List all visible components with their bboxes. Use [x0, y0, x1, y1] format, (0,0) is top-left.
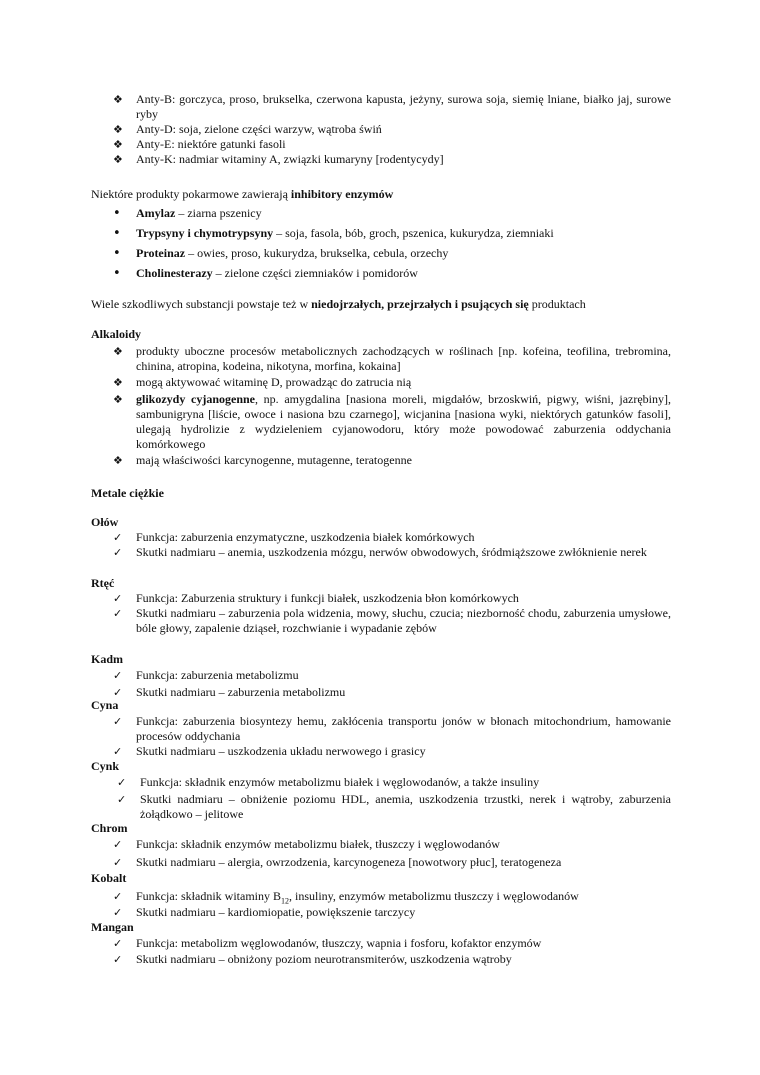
list-item: ✓ Funkcja: składnik enzymów metabolizmu białek, tłuszczy i węglowodanów: [113, 837, 500, 851]
checkmark-icon: ✓: [117, 793, 127, 806]
list-item: ✓ Funkcja: zaburzenia metabolizmu: [113, 668, 299, 682]
list-item: ❖ mają właściwości karcynogenne, mutagenne, teratogenne: [113, 453, 412, 467]
list-item: ✓ Funkcja: zaburzenia enzymatyczne, uszkodzenia białek komórkowych: [113, 530, 475, 544]
diamond-bullet-icon: ❖: [113, 138, 123, 151]
list-item: ❖ produkty uboczne procesów metabolicznych zachodzących w roślinach [np. kofeina, teofilina, trebromina, chinina, atropina, kodeina, nikotyna, morfina, kokaina]: [113, 344, 671, 373]
list-item: ✓ Funkcja: Zaburzenia struktury i funkcji białek, uszkodzenia błon komórkowych: [113, 591, 519, 605]
metal-details: [91, 591, 671, 636]
metal-details: [91, 775, 671, 822]
diamond-bullet-icon: ❖: [113, 376, 123, 389]
checkmark-icon: ✓: [113, 953, 123, 966]
checkmark-icon: ✓: [113, 592, 123, 605]
anti-vitamins-list: [91, 92, 671, 167]
metal-details: [91, 837, 671, 870]
checkmark-icon: ✓: [113, 686, 123, 699]
metal-details: [91, 714, 671, 759]
metal-name: Kobalt: [91, 871, 127, 885]
list-item: ✓ Skutki nadmiaru – alergia, owrzodzenia, karcynogeneza [nowotwory płuc], teratogeneza: [113, 855, 562, 869]
checkmark-icon: ✓: [113, 546, 123, 559]
list-item: ✓ Skutki nadmiaru – zaburzenia pola widzenia, mowy, słuchu, czucia; niezborność chodu, zaburzenia umysłowe, bóle głowy, zapalenie dziąseł, rozchwianie i wypadanie zębów: [113, 606, 671, 635]
checkmark-icon: ✓: [113, 607, 123, 620]
list-item: ✓ Skutki nadmiaru – obniżenie poziomu HDL, anemia, uszkodzenia trzustki, nerek i wątroby, zaburzenia żołądkowo – jelitowe: [117, 792, 671, 821]
diamond-bullet-icon: ❖: [113, 93, 123, 106]
metal-details: [91, 530, 671, 560]
diamond-bullet-icon: ❖: [113, 393, 123, 406]
metal-name: Kadm: [91, 652, 124, 666]
heavy-metals-heading: Metale ciężkie: [91, 486, 164, 500]
metal-name: Rtęć: [91, 576, 115, 590]
diamond-bullet-icon: ❖: [113, 345, 123, 358]
dot-bullet-icon: •: [113, 226, 121, 241]
list-item: ✓ Skutki nadmiaru – zaburzenia metabolizmu: [113, 685, 346, 699]
metal-name: Cyna: [91, 698, 119, 712]
list-item: ❖ Anty-E: niektóre gatunki fasoli: [113, 137, 286, 151]
metal-name: Cynk: [91, 759, 120, 773]
list-item: ❖ glikozydy cyjanogenne, np. amygdalina [nasiona moreli, migdałów, brzoskwiń, pigwy, wiśni, jazrębiny], sambunigryna [liście, owoce i nasiona bzu czarnego], wicjanina [nasiona wyki, niektórych gatunków fasoli], ulegają hydrolizie z wydzieleniem cyjanowodoru, który może powodować zaburzenia oddychania komórkowego: [113, 392, 672, 451]
list-item: ✓ Funkcja: zaburzenia biosyntezy hemu, zakłócenia transportu jonów w błonach mitochondrium, hamowanie procesów oddychania: [113, 714, 671, 743]
checkmark-icon: ✓: [113, 937, 123, 950]
diamond-bullet-icon: ❖: [113, 454, 123, 467]
metal-name: Mangan: [91, 920, 134, 934]
diamond-bullet-icon: ❖: [113, 153, 123, 166]
inhibitors-intro: Niektóre produkty pokarmowe zawierają inhibitory enzymów: [91, 187, 394, 201]
checkmark-icon: ✓: [113, 715, 123, 728]
dot-bullet-icon: •: [113, 246, 121, 261]
checkmark-icon: ✓: [113, 745, 123, 758]
list-item: • Proteinaz – owies, proso, kukurydza, brukselka, cebula, orzechy: [113, 246, 449, 261]
metal-details: [91, 668, 671, 700]
checkmark-icon: ✓: [113, 856, 123, 869]
alkaloids-heading: Alkaloidy: [91, 327, 142, 341]
harmful-substances-paragraph: Wiele szkodliwych substancji powstaje też w niedojrzałych, przejrzałych i psujących się produktach: [91, 297, 586, 311]
list-item: ❖ Anty-K: nadmiar witaminy A, związki kumaryny [rodentycydy]: [113, 152, 444, 166]
metal-details: [91, 936, 671, 967]
list-item: ✓ Skutki nadmiaru – uszkodzenia układu nerwowego i grasicy: [113, 744, 426, 758]
list-item: ✓ Skutki nadmiaru – anemia, uszkodzenia mózgu, nerwów obwodowych, śródmiąższowe zwłóknienie nerek: [113, 545, 647, 559]
checkmark-icon: ✓: [113, 906, 123, 919]
inhibitors-list: [91, 206, 671, 286]
alkaloids-list: [91, 344, 671, 468]
list-item: ❖ mogą aktywować witaminę D, prowadząc do zatrucia nią: [113, 375, 412, 389]
list-item: ✓ Skutki nadmiaru – kardiomiopatie, powiększenie tarczycy: [113, 905, 416, 919]
checkmark-icon: ✓: [113, 838, 123, 851]
list-item: ❖ Anty-B: gorczyca, proso, brukselka, czerwona kapusta, jeżyny, surowa soja, siemię lniane, białko jaj, surowe ryby: [113, 92, 671, 121]
list-item: ✓ Funkcja: składnik enzymów metabolizmu białek i węglowodanów, a także insuliny: [117, 775, 540, 789]
dot-bullet-icon: •: [113, 266, 121, 281]
checkmark-icon: ✓: [113, 531, 123, 544]
checkmark-icon: ✓: [117, 776, 127, 789]
list-item: • Cholinesterazy – zielone części ziemniaków i pomidorów: [113, 266, 418, 281]
list-item: ✓ Skutki nadmiaru – obniżony poziom neurotransmiterów, uszkodzenia wątroby: [113, 952, 512, 966]
checkmark-icon: ✓: [113, 669, 123, 682]
list-item: • Amylaz – ziarna pszenicy: [113, 206, 262, 221]
dot-bullet-icon: •: [113, 206, 121, 221]
list-item: ✓ Funkcja: metabolizm węglowodanów, tłuszczy, wapnia i fosforu, kofaktor enzymów: [113, 936, 542, 950]
metal-details: [91, 889, 671, 920]
checkmark-icon: ✓: [113, 890, 123, 903]
metal-name: Chrom: [91, 821, 128, 835]
diamond-bullet-icon: ❖: [113, 123, 123, 136]
list-item: ✓ Funkcja: składnik witaminy $B_{12}$, insuliny, enzymów metabolizmu tłuszczy i węglowodanów: [113, 889, 579, 906]
list-item: • Trypsyny i chymotrypsyny – soja, fasola, bób, groch, pszenica, kukurydza, ziemniaki: [113, 226, 554, 241]
list-item: ❖ Anty-D: soja, zielone części warzyw, wątroba świń: [113, 122, 382, 136]
metal-name: Ołów: [91, 515, 119, 529]
